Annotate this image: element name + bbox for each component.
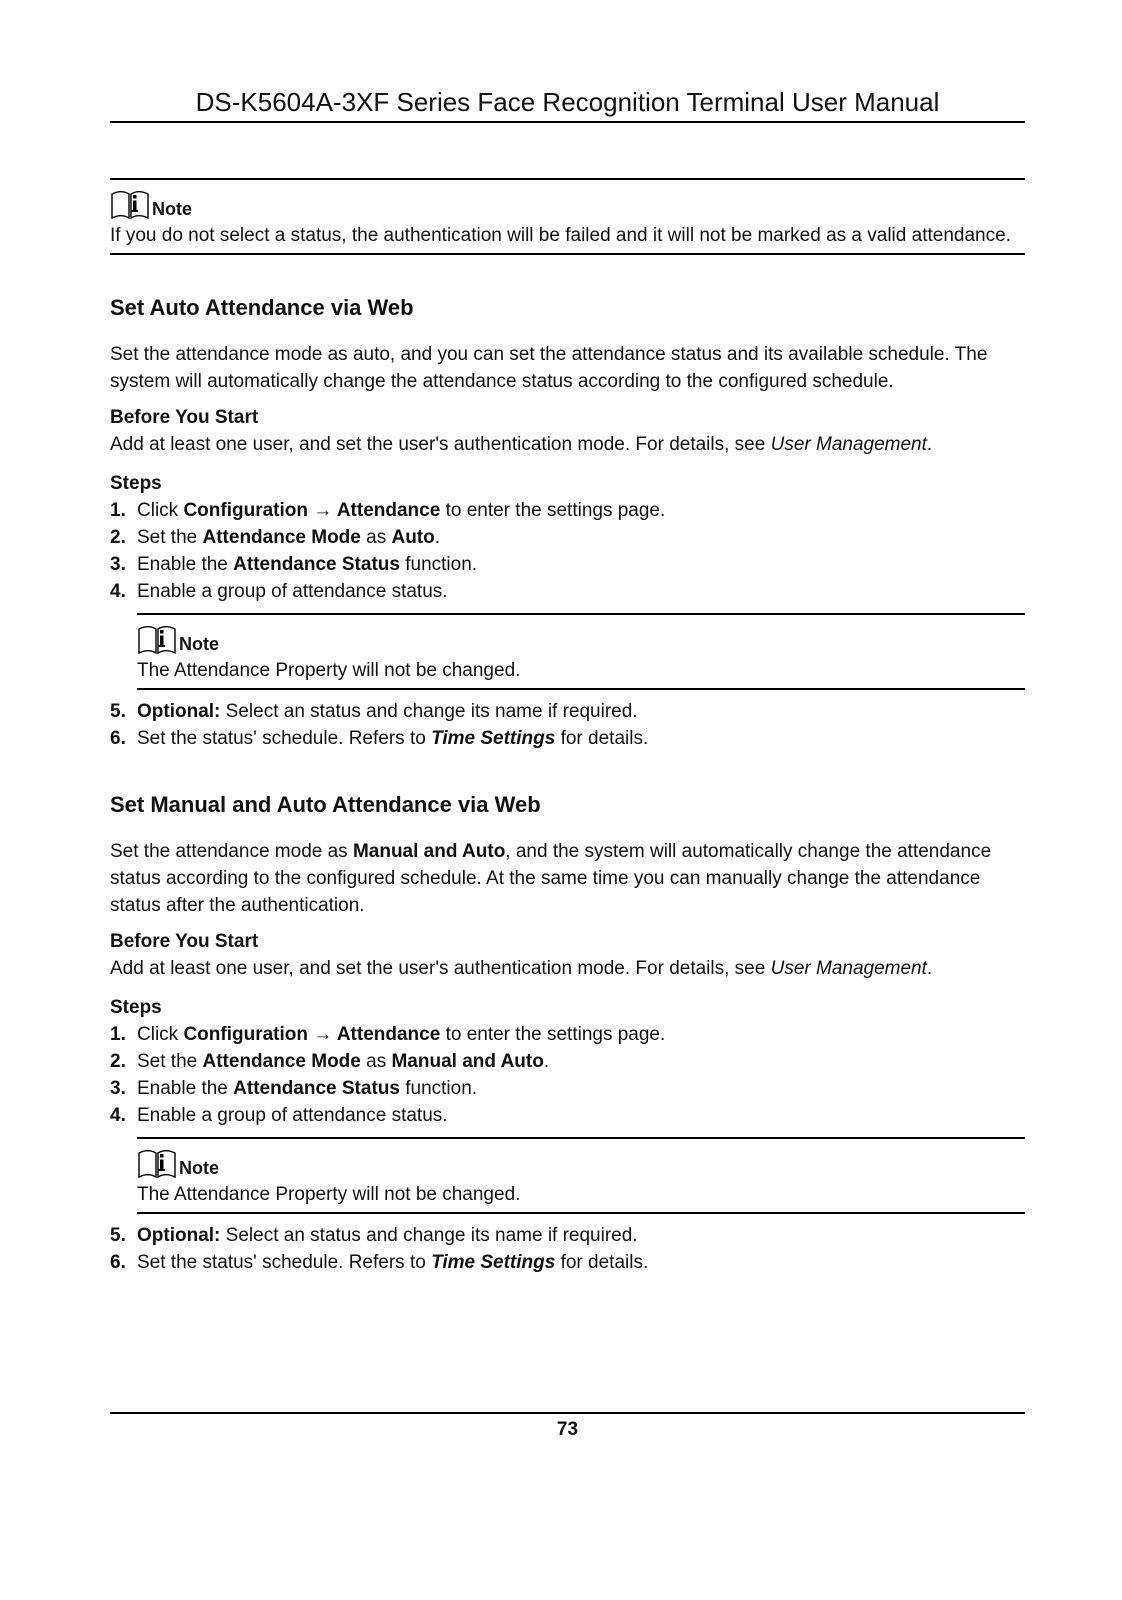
- page-footer: [110, 1412, 1025, 1444]
- user-management-link[interactable]: User Management: [770, 958, 927, 979]
- note-block: [137, 613, 1025, 690]
- before-you-start-text: Add at least one user, and set the user's authentication mode. For details, see User Management.: [110, 958, 933, 979]
- note-header: [137, 1145, 1025, 1179]
- user-management-link[interactable]: User Management: [770, 434, 927, 455]
- time-settings-link[interactable]: Time Settings: [431, 1252, 556, 1273]
- step-item: 5. Optional: Select an status and change its name if required.: [110, 1225, 638, 1246]
- page-number: 73: [556, 1419, 579, 1440]
- steps-list: [110, 1222, 1025, 1276]
- note-block: [137, 1137, 1025, 1214]
- steps-label: Steps: [110, 473, 162, 494]
- note-text: The Attendance Property will not be changed.: [137, 1184, 521, 1205]
- step-item: 2. Set the Attendance Mode as Auto.: [110, 527, 441, 548]
- step-item: 4. Enable a group of attendance status.: [110, 581, 448, 602]
- note-label: Note: [179, 634, 219, 654]
- section-intro: Set the attendance mode as auto, and you can set the attendance status and its available schedule. The system will automatically change the attendance status according to the configured schedule.: [110, 344, 988, 392]
- section-intro: Set the attendance mode as Manual and Auto, and the system will automatically change the attendance status according to the configured schedule. At the same time you can manually change the attendance status after the authentication.: [110, 841, 992, 916]
- step-item: 6. Set the status' schedule. Refers to Time Settings for details.: [110, 1252, 649, 1273]
- steps-list: [110, 698, 1025, 752]
- manual-title: DS-K5604A-3XF Series Face Recognition Terminal User Manual: [195, 87, 940, 117]
- step-item: 3. Enable the Attendance Status function.: [110, 1078, 478, 1099]
- step-item: 1. Click Configuration → Attendance to enter the settings page.: [110, 1024, 666, 1045]
- note-label: Note: [179, 1158, 219, 1178]
- note-book-icon: [137, 623, 177, 655]
- time-settings-link[interactable]: Time Settings: [431, 728, 556, 749]
- section-heading: Set Manual and Auto Attendance via Web: [110, 792, 541, 817]
- note-book-icon: [137, 1147, 177, 1179]
- step-item: 4. Enable a group of attendance status.: [110, 1105, 448, 1126]
- section-heading: Set Auto Attendance via Web: [110, 295, 414, 320]
- note-header: [137, 621, 1025, 655]
- note-book-icon: [110, 188, 150, 220]
- before-you-start-text: Add at least one user, and set the user's authentication mode. For details, see User Management.: [110, 434, 933, 455]
- note-block: [110, 178, 1025, 255]
- note-text: If you do not select a status, the authentication will be failed and it will not be marked as a valid attendance.: [110, 225, 1011, 246]
- steps-label: Steps: [110, 997, 162, 1018]
- note-label: Note: [152, 199, 192, 219]
- page-content: [110, 178, 1025, 1276]
- before-you-start-label: Before You Start: [110, 407, 259, 428]
- note-header: [110, 186, 1025, 220]
- before-you-start-label: Before You Start: [110, 931, 259, 952]
- step-item: 3. Enable the Attendance Status function.: [110, 554, 478, 575]
- page-header: [110, 84, 1025, 123]
- steps-list: [110, 497, 1025, 605]
- step-item: 1. Click Configuration → Attendance to enter the settings page.: [110, 500, 666, 521]
- note-text: The Attendance Property will not be changed.: [137, 660, 521, 681]
- step-item: 2. Set the Attendance Mode as Manual and Auto.: [110, 1051, 550, 1072]
- step-item: 6. Set the status' schedule. Refers to Time Settings for details.: [110, 728, 649, 749]
- step-item: 5. Optional: Select an status and change its name if required.: [110, 701, 638, 722]
- steps-list: [110, 1021, 1025, 1129]
